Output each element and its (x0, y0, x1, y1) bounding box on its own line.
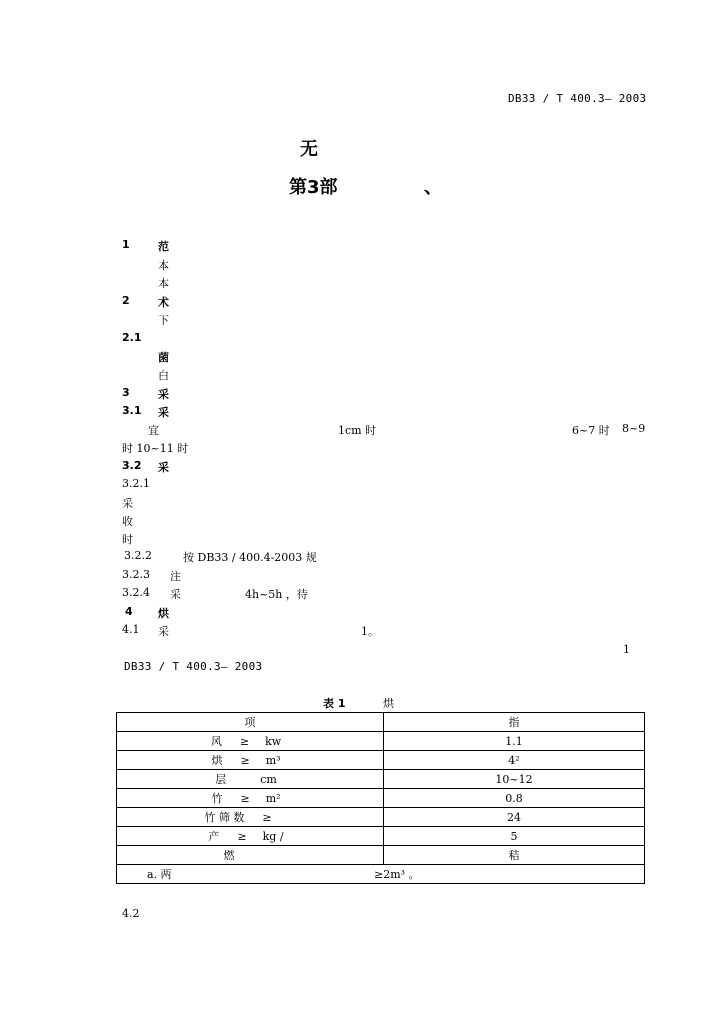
table-caption: 表 1 (323, 697, 346, 710)
paragraph-line: 收 (122, 515, 133, 528)
table-item-cell (117, 732, 384, 751)
table-item-part: 层 (215, 773, 227, 786)
table-note-text: ≥2m³ 。 (374, 868, 420, 881)
table-item-part: ≥ (262, 811, 272, 824)
clause-number: 3.2.1 (122, 477, 150, 490)
table-row (117, 770, 645, 789)
table-item-part: 风 (210, 735, 222, 748)
paragraph-line: 宜 (148, 424, 159, 437)
table-item-part: kw (265, 735, 282, 748)
clause-number: 3.2.3 (122, 568, 150, 581)
table-note-text: a. 两 (147, 868, 172, 881)
subsection-number: 3.1 (122, 404, 142, 417)
clause-number: 3.2.2 (124, 549, 152, 562)
table-row (117, 751, 645, 770)
table-caption-title: 烘 (383, 697, 394, 710)
standard-code: DB33 / T 400.3— 2003 (508, 92, 647, 105)
table-row (117, 827, 645, 846)
paragraph-line: 6~7 时 (572, 424, 610, 437)
section-number: 4 (125, 605, 133, 618)
paragraph-line: 时 10~11 时 (122, 442, 189, 455)
table-row (117, 789, 645, 808)
table-value-cell: 10~12 (384, 770, 645, 789)
table-item-part: 燃 (223, 849, 235, 862)
paragraph-line: 采 (170, 588, 181, 601)
footer-standard-code: DB33 / T 400.3— 2003 (124, 660, 263, 673)
table-item-cell (117, 751, 384, 770)
section-title: 术 (158, 296, 169, 309)
clause-number: 3.2.4 (122, 586, 150, 599)
table-item-part: 竹 筛 数 (204, 811, 245, 824)
table-item-cell (117, 827, 384, 846)
paragraph-line: 白 (158, 369, 169, 382)
page-number: 1 (623, 643, 630, 656)
table-item-part: kg / (262, 830, 284, 843)
paragraph-line: 1。 (361, 625, 379, 638)
table-item-part: cm (260, 773, 277, 786)
term-title: 菌 (158, 351, 169, 364)
table-item-cell (117, 789, 384, 808)
table-item-part: m³ (265, 754, 281, 767)
paragraph-line: 4h~5h ，待 (245, 588, 308, 601)
table-header-cell: 项 (117, 713, 384, 732)
table-note-cell (117, 865, 645, 884)
paragraph-line: 注 (170, 570, 181, 583)
paragraph-line: 8~9 (622, 422, 646, 435)
paragraph-line: 时 (122, 533, 133, 546)
paragraph-line: 本 (158, 259, 169, 272)
table-item-part: ≥ (240, 792, 250, 805)
table-value-cell: 4² (384, 751, 645, 770)
table-item-cell (117, 846, 384, 865)
section-number: 3 (122, 386, 130, 399)
table-item-part: ≥ (240, 754, 250, 767)
clause-number: 4.1 (122, 623, 140, 636)
paragraph-line: 1cm 时 (338, 424, 377, 437)
spec-table (116, 712, 645, 884)
section-title: 采 (158, 388, 169, 401)
subsection-title: 采 (158, 461, 169, 474)
subsection-title: 采 (158, 406, 169, 419)
paragraph-line: 本 (158, 277, 169, 290)
table-row (117, 808, 645, 827)
clause-number: 4.2 (122, 907, 140, 920)
table-item-cell (117, 808, 384, 827)
subsection-number: 2.1 (122, 331, 142, 344)
table-value-cell: 24 (384, 808, 645, 827)
table-item-part: m² (265, 792, 281, 805)
table-value-cell: 0.8 (384, 789, 645, 808)
paragraph-line: 下 (158, 314, 169, 327)
table-item-part: ≥ (239, 735, 250, 748)
paragraph-line: 采 (122, 497, 133, 510)
table-item-part: 竹 (211, 792, 223, 805)
table-header-row (117, 713, 645, 732)
section-number: 2 (122, 294, 130, 307)
table-header-cell: 指 (384, 713, 645, 732)
table-row (117, 846, 645, 865)
doc-title-line1: 无 (300, 139, 318, 160)
table-value-cell: 秸 (384, 846, 645, 865)
table-item-part: ≥ (237, 830, 247, 843)
table-item-part: 烘 (211, 754, 223, 767)
table-value-cell: 5 (384, 827, 645, 846)
paragraph-line: 采 (158, 625, 169, 638)
doc-title-line2: 第3部 (289, 177, 338, 198)
subsection-number: 3.2 (122, 459, 142, 472)
table-note-row (117, 865, 645, 884)
table-value-cell: 1.1 (384, 732, 645, 751)
section-title: 烘 (158, 607, 169, 620)
doc-title-line2-rest: 、 (424, 177, 442, 198)
table-item-cell (117, 770, 384, 789)
section-number: 1 (122, 238, 130, 251)
section-title: 范 (158, 240, 169, 253)
table-item-part: 产 (208, 830, 220, 843)
paragraph-line: 按 DB33 / 400.4-2003 规 (183, 551, 317, 564)
table-row (117, 732, 645, 751)
